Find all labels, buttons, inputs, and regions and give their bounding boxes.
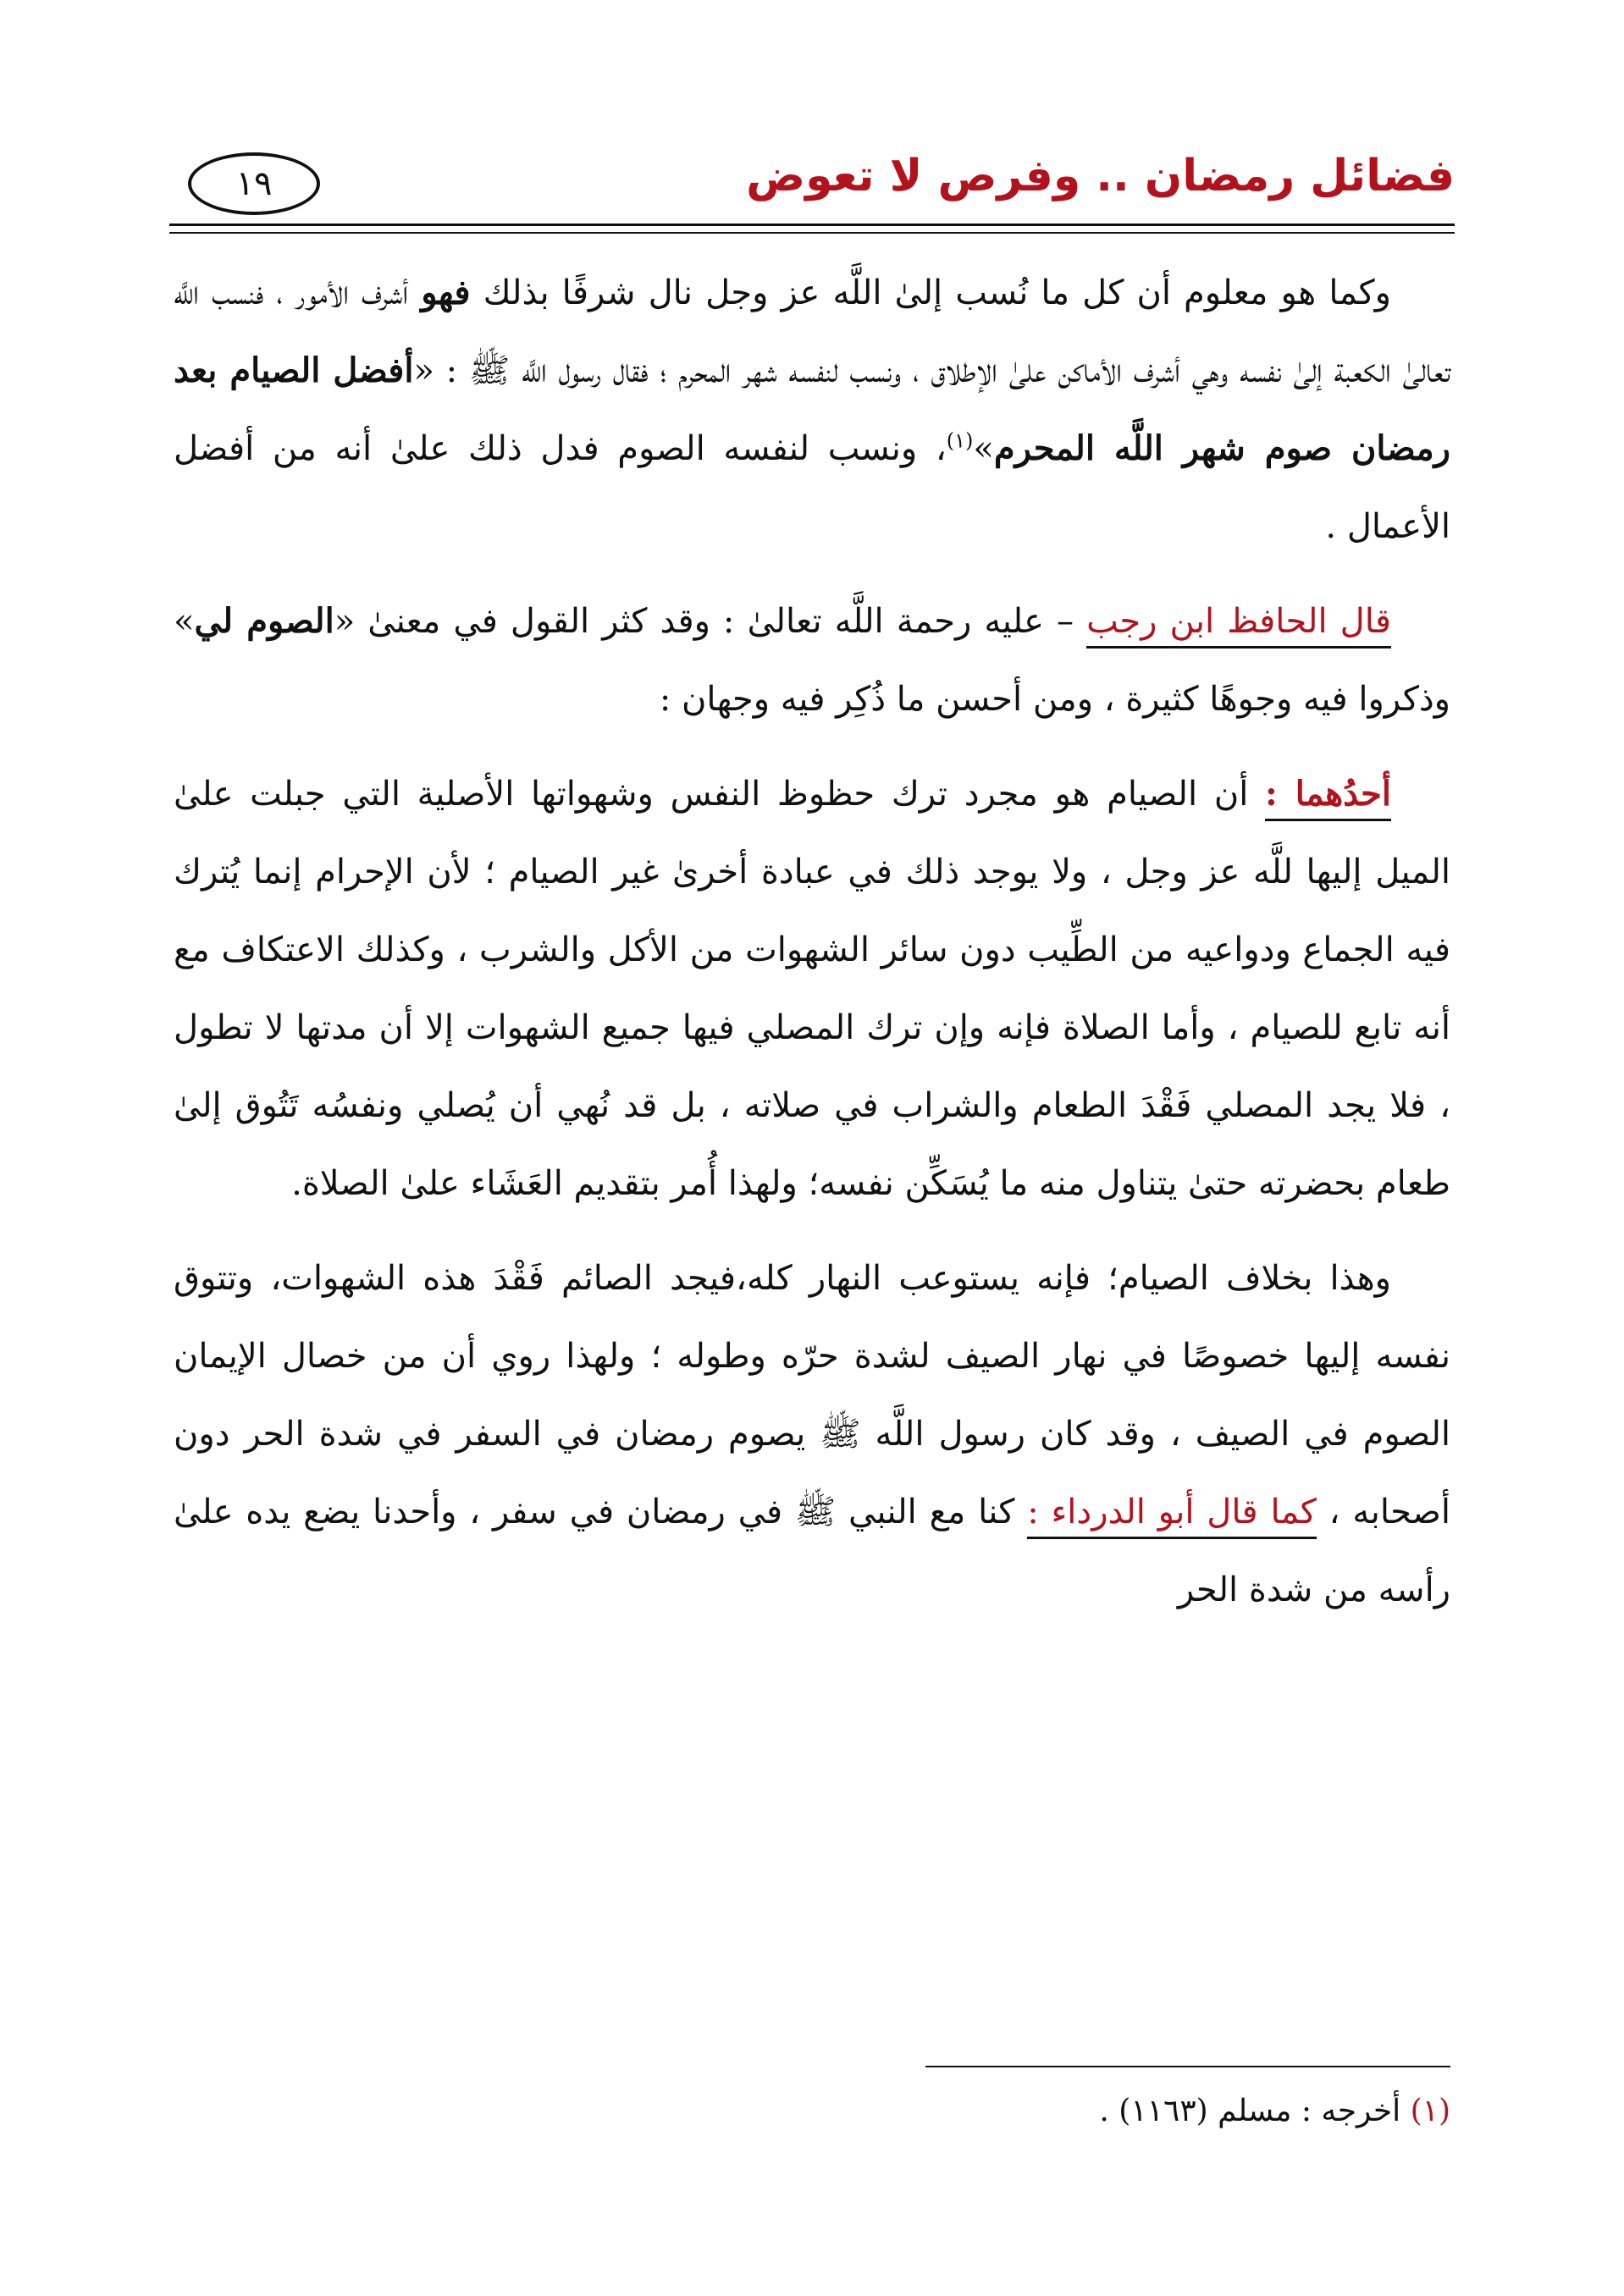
p3-text: أن الصيام هو مجرد ترك حظوظ النفس وشهواتها الأصلية التي جبلت علىٰ الميل إليها للَّه عز وجل ، ولا يوجد ذلك في عبادة أخرىٰ غير الصيام ؛ لأن الإحرام إنما يُترك فيه الجماع ودواعيه من الطِّيب دون سائر الشهوات من الأكل والشرب ، وكذلك الاعتكاف مع أنه تابع للصيام ، وأما الصلاة فإنه وإن ترك المصلي فيها جميع الشهوات إلا أن مدتها لا تطول ، فلا يجد المصلي فَقْدَ الطعام والشراب في صلاته ، بل قد نُهي أن يُصلي ونفسُه تَتُوق إلىٰ طعام بحضرته حتىٰ يتناول منه ما يُسَكِّن نفسه؛ ولهذا أُمر بتقديم العَشَاء علىٰ الصلاة.	[174, 775, 1450, 1203]
p2-quote: الصوم لي	[194, 601, 334, 641]
footnote-rule	[925, 2066, 1450, 2067]
p1-bold-1: فهو	[421, 273, 471, 312]
page-number: ١٩	[188, 152, 320, 215]
p2-text-1: – عليه رحمة اللَّه تعالىٰ : وقد كثر القول في معنىٰ «	[334, 602, 1087, 641]
footnote	[1099, 2086, 1450, 2137]
p4-text-1: وهذا بخلاف الصيام؛ فإنه يستوعب النهار كله،فيجد الصائم فَقْدَ هذه الشهوات، وتتوق نفسه إليها خصوصًا في نهار الصيف لشدة حرّه وطوله ؛ ولهذا روي أن من خصال الإيمان الصوم في الصيف ، وقد كان رسول اللَّه ﷺ يصوم رمضان في السفر في شدة الحر دون أصحابه ،	[174, 1259, 1450, 1532]
running-title: فضائل رمضان .. وفرص لا تعوض	[746, 151, 1455, 201]
speaker-abu-darda: كما قال أبو الدرداء :	[1027, 1493, 1317, 1539]
header-rule	[169, 224, 1455, 226]
footnote-reference[interactable]: (١)	[946, 428, 974, 453]
p1-text-2: أشرف الأمور ، فنسب اللَّه تعالىٰ الكعبة إلىٰ نفسه وهي أشرف الأماكن علىٰ الإطلاق ، ونسب لنفسه شهر المحرم ؛ فقال رسول اللَّه ﷺ : «	[174, 273, 1450, 390]
paragraph-2	[174, 582, 1450, 738]
footnote-mark: (١)	[1410, 2094, 1450, 2128]
footnote-text: أخرجه : مسلم (١١٦٣) .	[1099, 2094, 1411, 2128]
paragraph-3	[174, 755, 1450, 1223]
hadith-quote: أفضل الصيام بعد رمضان صوم شهر اللَّه المحرم	[174, 350, 1451, 468]
page-header	[169, 135, 1455, 229]
p2-text-2: » وذكروا فيه وجوهًا كثيرة ، ومن أحسن ما ذُكِر فيه وجهان :	[174, 602, 1450, 719]
first-point-label: أحدُهما :	[1265, 774, 1391, 821]
paragraph-1	[174, 254, 1450, 566]
p1-text-1: وكما هو معلوم أن كل ما نُسب إلىٰ اللَّه عز وجل نال شرفًا بذلك	[470, 273, 1391, 312]
header-rule-secondary	[169, 232, 1455, 234]
p1-quote-close: »	[973, 429, 994, 468]
speaker-ibn-rajab: قال الحافظ ابن رجب	[1086, 602, 1391, 649]
paragraph-4	[174, 1239, 1450, 1629]
page-body	[174, 254, 1450, 1646]
p1-text-3: ، ونسب لنفسه الصوم فدل ذلك علىٰ أنه من أفضل الأعمال .	[174, 429, 1450, 546]
p4-text-2: كنا مع النبي ﷺ في رمضان في سفر ، وأحدنا يضع يده علىٰ رأسه من شدة الحر	[174, 1493, 1450, 1609]
